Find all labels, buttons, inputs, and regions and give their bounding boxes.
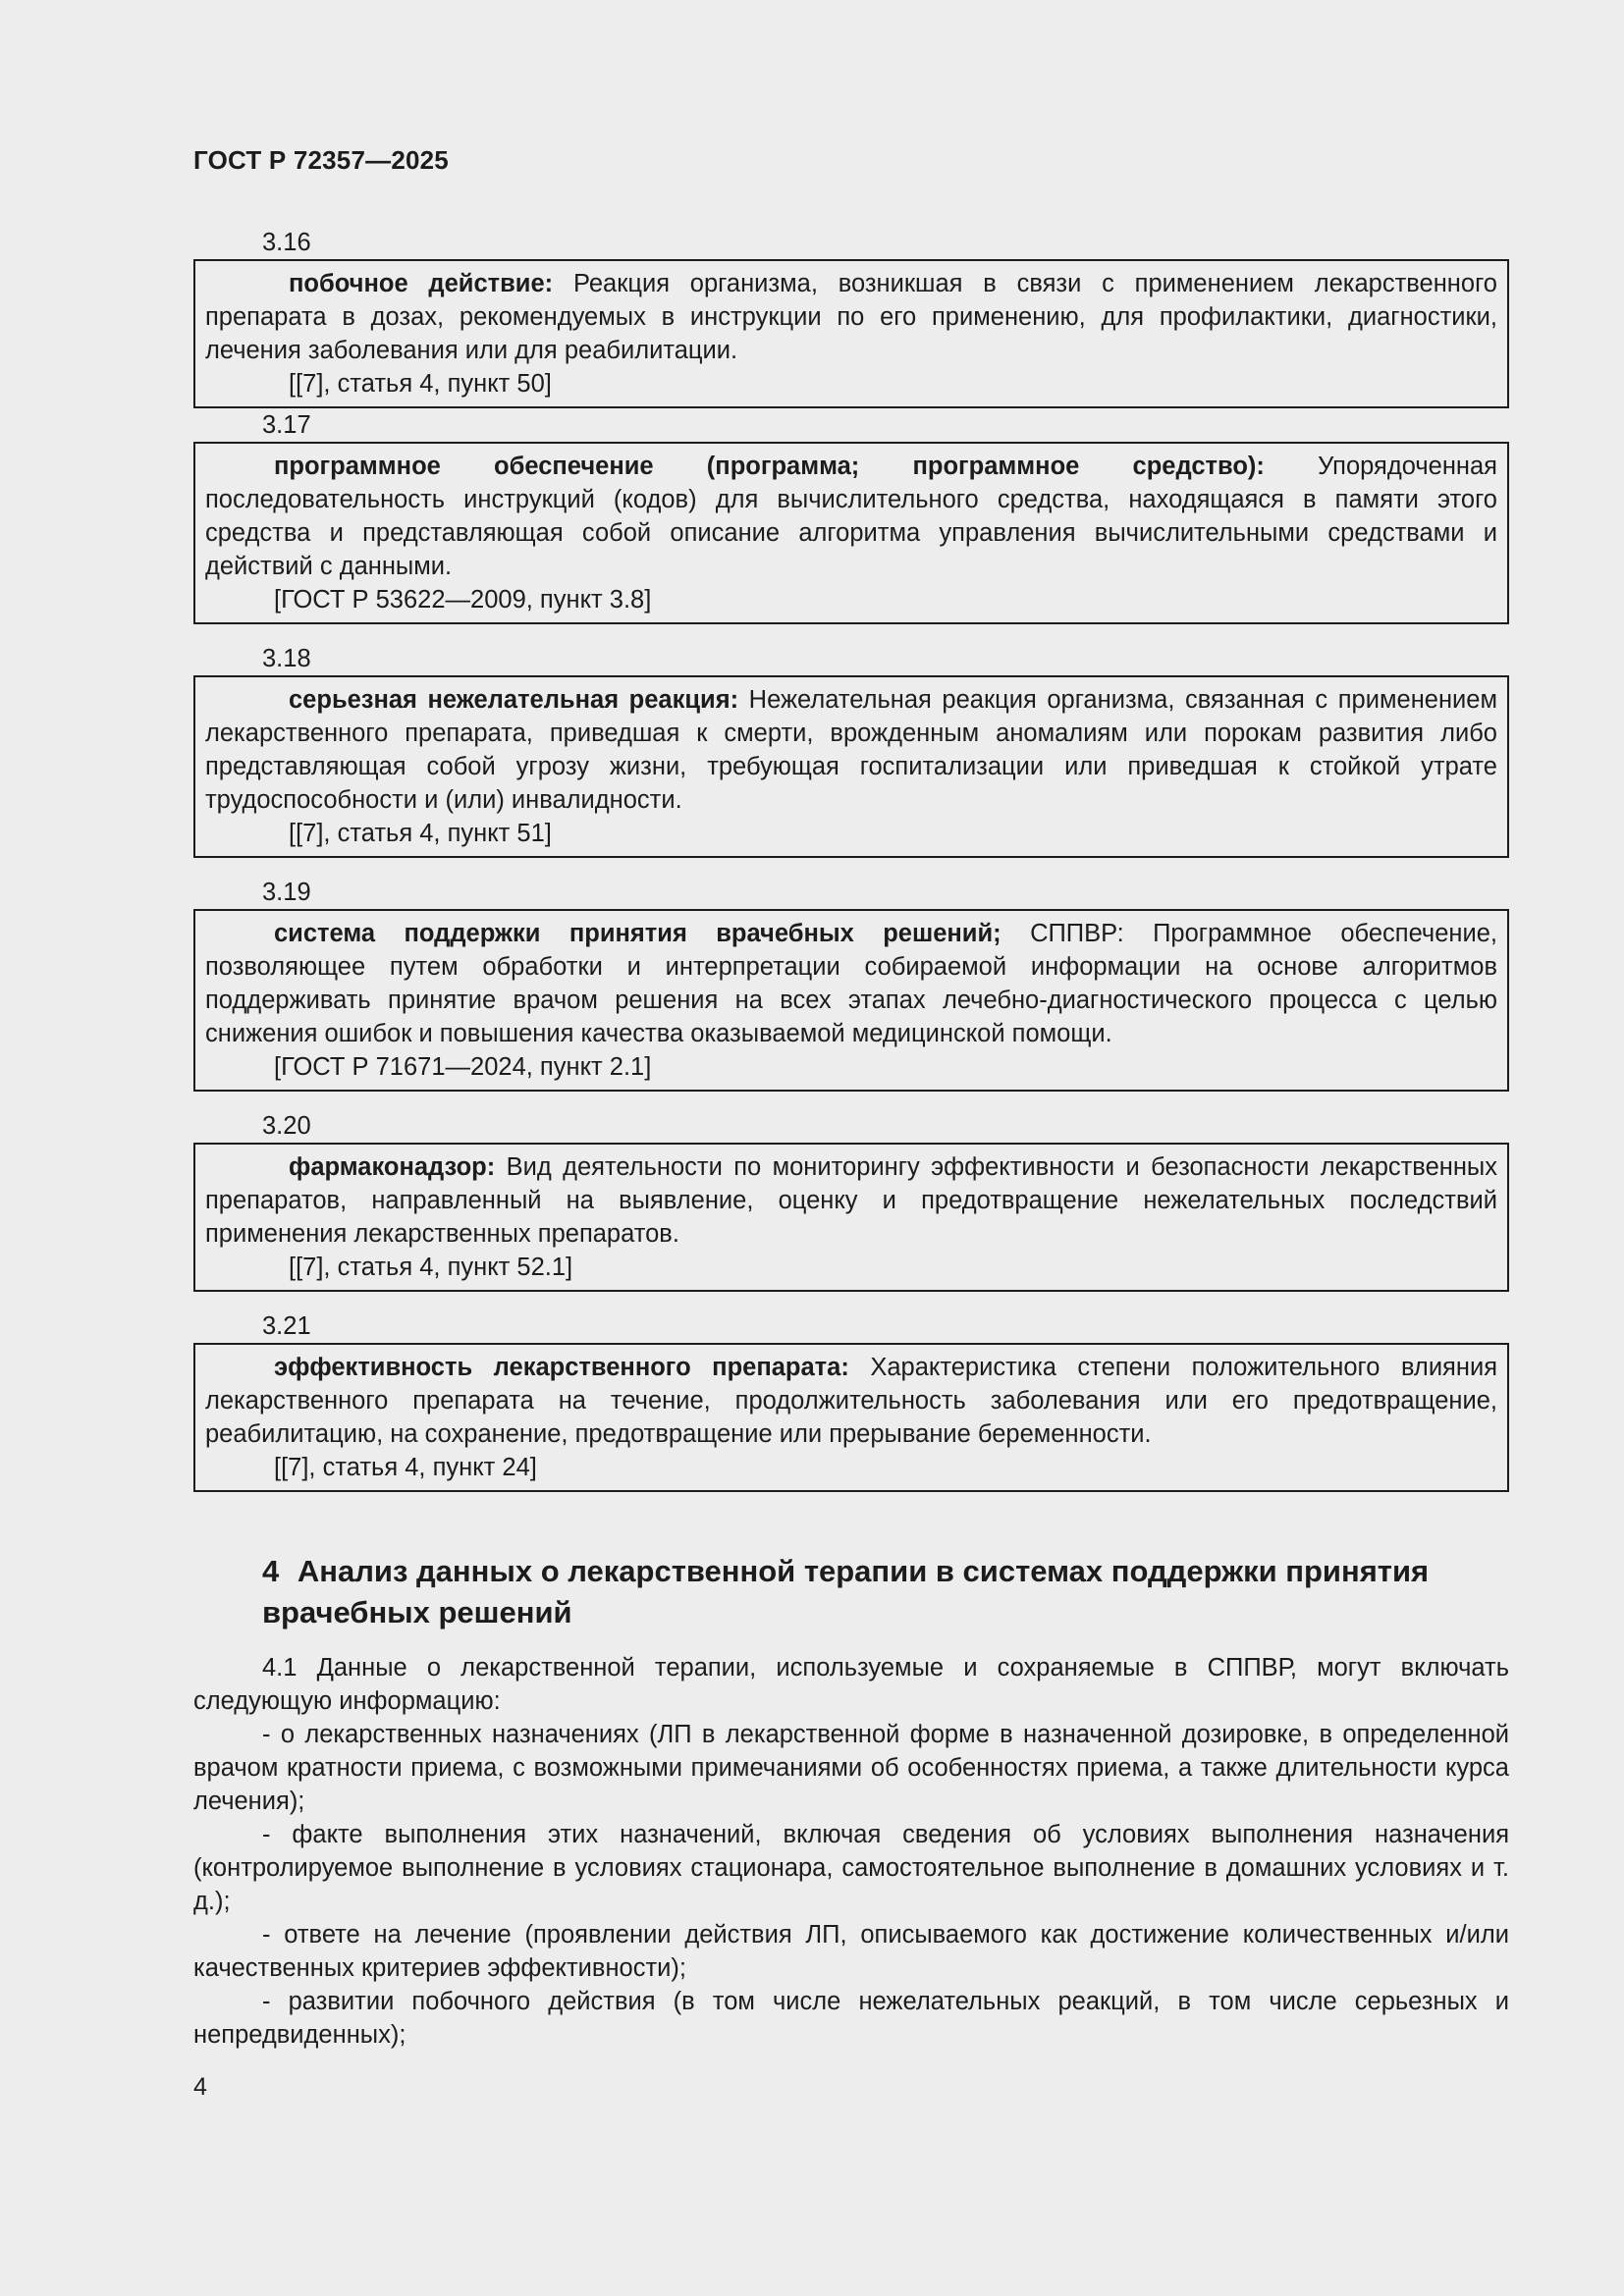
term-box <box>193 442 1509 624</box>
term-text: Упорядоченная последовательность инструкций (кодов) для вычислительного средства, находящаяся в памяти этого средства и представляющая собой описание алгоритма управления вычислительными средствами и действий с данными. <box>205 453 1497 580</box>
term-text: СППВР: Программное обеспечение, позволяющее путем обработки и интерпретации собираемой информации на основе алгоритмов поддерживать принятие врачом решения на всех этапах лечебно-диагностического процесса с целью снижения ошибок и повышения качества оказываемой медицинской помощи. <box>205 920 1497 1047</box>
term-source: [ГОСТ Р 71671—2024, пункт 2.1] <box>274 1053 652 1081</box>
term-definition <box>205 450 1497 583</box>
term-number: 3.21 <box>262 1312 311 1340</box>
section-intro: 4.1 Данные о лекарственной терапии, используемые и сохраняемые в СППВР, могут включать следующую информацию: <box>193 1654 1509 1715</box>
term-source: [[7], статья 4, пункт 50] <box>289 370 552 398</box>
page-number: 4 <box>193 2073 207 2101</box>
list-item: - развитии побочного действия (в том числе нежелательных реакций, в том числе серьезных и непредвиденных); <box>193 1988 1509 2049</box>
term-definition <box>205 1351 1497 1451</box>
document-header: ГОСТ Р 72357—2025 <box>193 145 449 175</box>
term-name: программное обеспечение (программа; программное средство): <box>274 453 1265 480</box>
term-name: фармаконадзор: <box>289 1153 496 1181</box>
section-number: 4 <box>262 1554 280 1588</box>
term-name: система поддержки принятия врачебных решений; <box>274 920 1001 947</box>
term-box <box>193 909 1509 1092</box>
term-source: [[7], статья 4, пункт 24] <box>274 1454 537 1481</box>
term-number: 3.17 <box>262 411 311 439</box>
section-heading <box>193 1551 1509 1633</box>
term-text: Характеристика степени положительного влияния лекарственного препарата на течение, продолжительность заболевания или его предотвращение, реабилитацию, на сохранение, предотвращение или прерывание беременности. <box>205 1354 1498 1448</box>
page-content <box>193 226 1509 2052</box>
term-text: Вид деятельности по мониторингу эффективности и безопасности лекарственных препаратов, направленный на выявление, оценку и предотвращение нежелательных последствий применения лекарственных препаратов. <box>205 1153 1497 1248</box>
term-box <box>193 675 1509 858</box>
term-text: Реакция организма, возникшая в связи с применением лекарственного препарата в дозах, рекомендуемых в инструкции по его применению, для профилактики, диагностики, лечения заболевания или для реабилитации. <box>205 270 1497 364</box>
term-name: побочное действие: <box>289 270 554 297</box>
term-source: [[7], статья 4, пункт 51] <box>289 820 552 847</box>
term-box <box>193 259 1509 408</box>
term-source: [[7], статья 4, пункт 52.1] <box>289 1254 573 1281</box>
term-name: эффективность лекарственного препарата: <box>274 1354 849 1381</box>
term-box <box>193 1143 1509 1292</box>
list-item: - ответе на лечение (проявлении действия ЛП, описываемого как достижение количественных и/или качественных критериев эффективности); <box>193 1921 1509 1982</box>
term-number: 3.16 <box>262 229 311 256</box>
term-definition <box>205 917 1497 1050</box>
term-number: 3.20 <box>262 1112 311 1140</box>
term-number: 3.19 <box>262 879 311 906</box>
term-box <box>193 1343 1509 1492</box>
term-number: 3.18 <box>262 645 311 672</box>
term-text: Нежелательная реакция организма, связанная с применением лекарственного препарата, приведшая к смерти, врожденным аномалиям или порокам развития либо представляющая собой угрозу жизни, требующая госпитализации или приведшая к стойкой утрате трудоспособности и (или) инвалидности. <box>205 686 1497 814</box>
list-item: - о лекарственных назначениях (ЛП в лекарственной форме в назначенной дозировке, в определенной врачом кратности приема, с возможными примечаниями об особенностях приема, а также длительности курса лечения); <box>193 1721 1509 1815</box>
section-title-text: Анализ данных о лекарственной терапии в системах поддержки принятия врачебных решений <box>262 1554 1430 1629</box>
term-definition <box>205 683 1497 817</box>
term-definition <box>205 1150 1497 1251</box>
list-item: - факте выполнения этих назначений, включая сведения об условиях выполнения назначения (контролируемое выполнение в условиях стационара, самостоятельное выполнение в домашних условиях и т. д.); <box>193 1821 1509 1915</box>
term-definition <box>205 267 1497 367</box>
term-source: [ГОСТ Р 53622—2009, пункт 3.8] <box>274 586 652 614</box>
term-name: серьезная нежелательная реакция: <box>289 686 739 714</box>
